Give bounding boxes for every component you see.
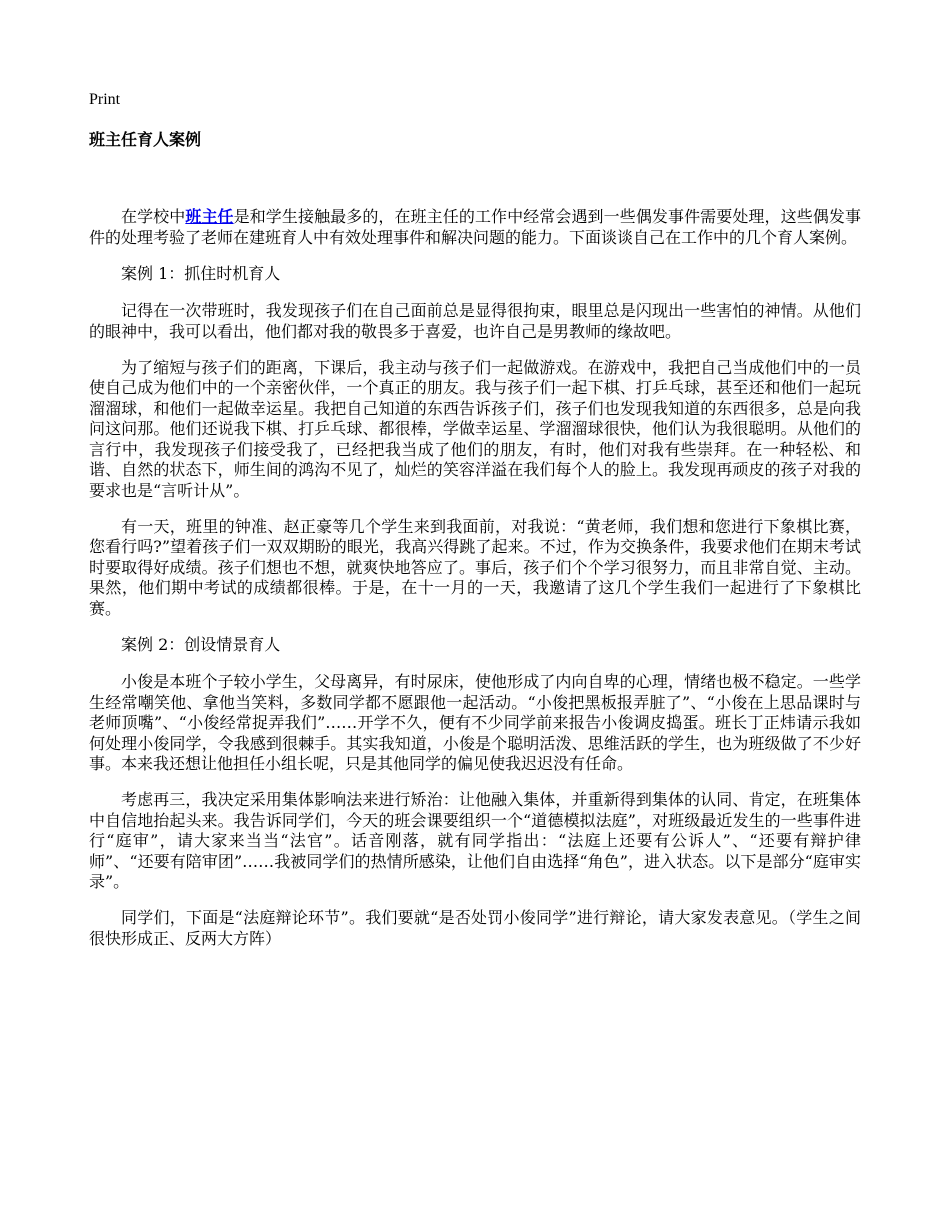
paragraph-4: 小俊是本班个子较小学生，父母离异，有时尿床，使他形成了内向自卑的心理，情绪也极不稳定。一些学生经常嘲笑他、拿他当笑料，多数同学都不愿跟他一起活动。“小俊把黑板报弄脏了”、“小俊在上思品课时与老师顶嘴”、“小俊经常捉弄我们”……开学不久，便有不少同学前来报告小俊调皮捣蛋。班长丁正炜请示我如何处理小俊同学，令我感到很棘手。其实我知道，小俊是个聪明活泼、思维活跃的学生，也为班级做了不少好事。本来我还想让他担任小组长呢，只是其他同学的偏见使我迟迟没有任命。 <box>89 672 861 773</box>
print-label: Print <box>89 91 121 108</box>
class-teacher-link[interactable]: 班主任 <box>185 207 234 226</box>
intro-paragraph <box>89 207 861 248</box>
page-title: 班主任育人案例 <box>89 130 202 149</box>
paragraph-1: 记得在一次带班时，我发现孩子们在自己面前总是显得很拘束，眼里总是闪现出一些害怕的神情。从他们的眼神中，我可以看出，他们都对我的敬畏多于喜爱，也许自己是男教师的缘故吧。 <box>89 301 861 341</box>
paragraph-2: 为了缩短与孩子们的距离，下课后，我主动与孩子们一起做游戏。在游戏中，我把自己当成他们中的一员使自己成为他们中的一个亲密伙伴，一个真正的朋友。我与孩子们一起下棋、打乒乓球，甚至还和他们一起玩溜溜球，和他们一起做幸运星。我把自己知道的东西告诉孩子们，孩子们也发现我知道的东西很多，总是向我问这问那。他们还说我下棋、打乒乓球、都很棒，学做幸运星、学溜溜球很快，他们认为我很聪明。从他们的言行中，我发现孩子们接受我了，已经把我当成了他们的朋友，有时，他们对我有些崇拜。在一种轻松、和谐、自然的状态下，师生间的鸿沟不见了，灿烂的笑容洋溢在我们每个人的脸上。我发现再顽皮的孩子对我的要求也是“言听计从”。 <box>89 357 861 500</box>
paragraph-5: 考虑再三，我决定采用集体影响法来进行矫治：让他融入集体，并重新得到集体的认同、肯定，在班集体中自信地抬起头来。我告诉同学们，今天的班会课要组织一个“道德模拟法庭”，对班级最近发生的一些事件进行“庭审”，请大家来当当“法官”。话音刚落，就有同学指出：“法庭上还要有公诉人”、“还要有辩护律师”、“还要有陪审团”……我被同学们的热情所感染，让他们自由选择“角色”，进入状态。以下是部分“庭审实录”。 <box>89 790 861 891</box>
paragraph-3: 有一天，班里的钟准、赵正豪等几个学生来到我面前，对我说：“黄老师，我们想和您进行下象棋比赛，您看行吗?”望着孩子们一双双期盼的眼光，我高兴得跳了起来。不过，作为交换条件，我要求他们在期末考试时要取得好成绩。孩子们想也不想，就爽快地答应了。事后，孩子们个个学习很努力，而且非常自觉、主动。果然，他们期中考试的成绩都很棒。于是，在十一月的一天，我邀请了这几个学生我们一起进行了下象棋比赛。 <box>89 516 861 618</box>
intro-text-before-link: 在学校中 <box>121 207 186 226</box>
case-2-heading: 案例 2：创设情景育人 <box>121 634 281 654</box>
case-1-heading: 案例 1：抓住时机育人 <box>121 263 281 283</box>
document-page <box>89 90 861 965</box>
intro-text-after-link: 是和学生接触最多的，在班主任的工作中经常会遇到一些偶发事件需要处理，这些偶发事件的处理考验了老师在建班育人中有效处理事件和解决问题的能力。下面谈谈自己在工作中的几个育人案例。 <box>89 207 861 247</box>
paragraph-6: 同学们，下面是“法庭辩论环节”。我们要就“是否处罚小俊同学”进行辩论，请大家发表意见。（学生之间很快形成正、反两大方阵） <box>89 908 861 948</box>
